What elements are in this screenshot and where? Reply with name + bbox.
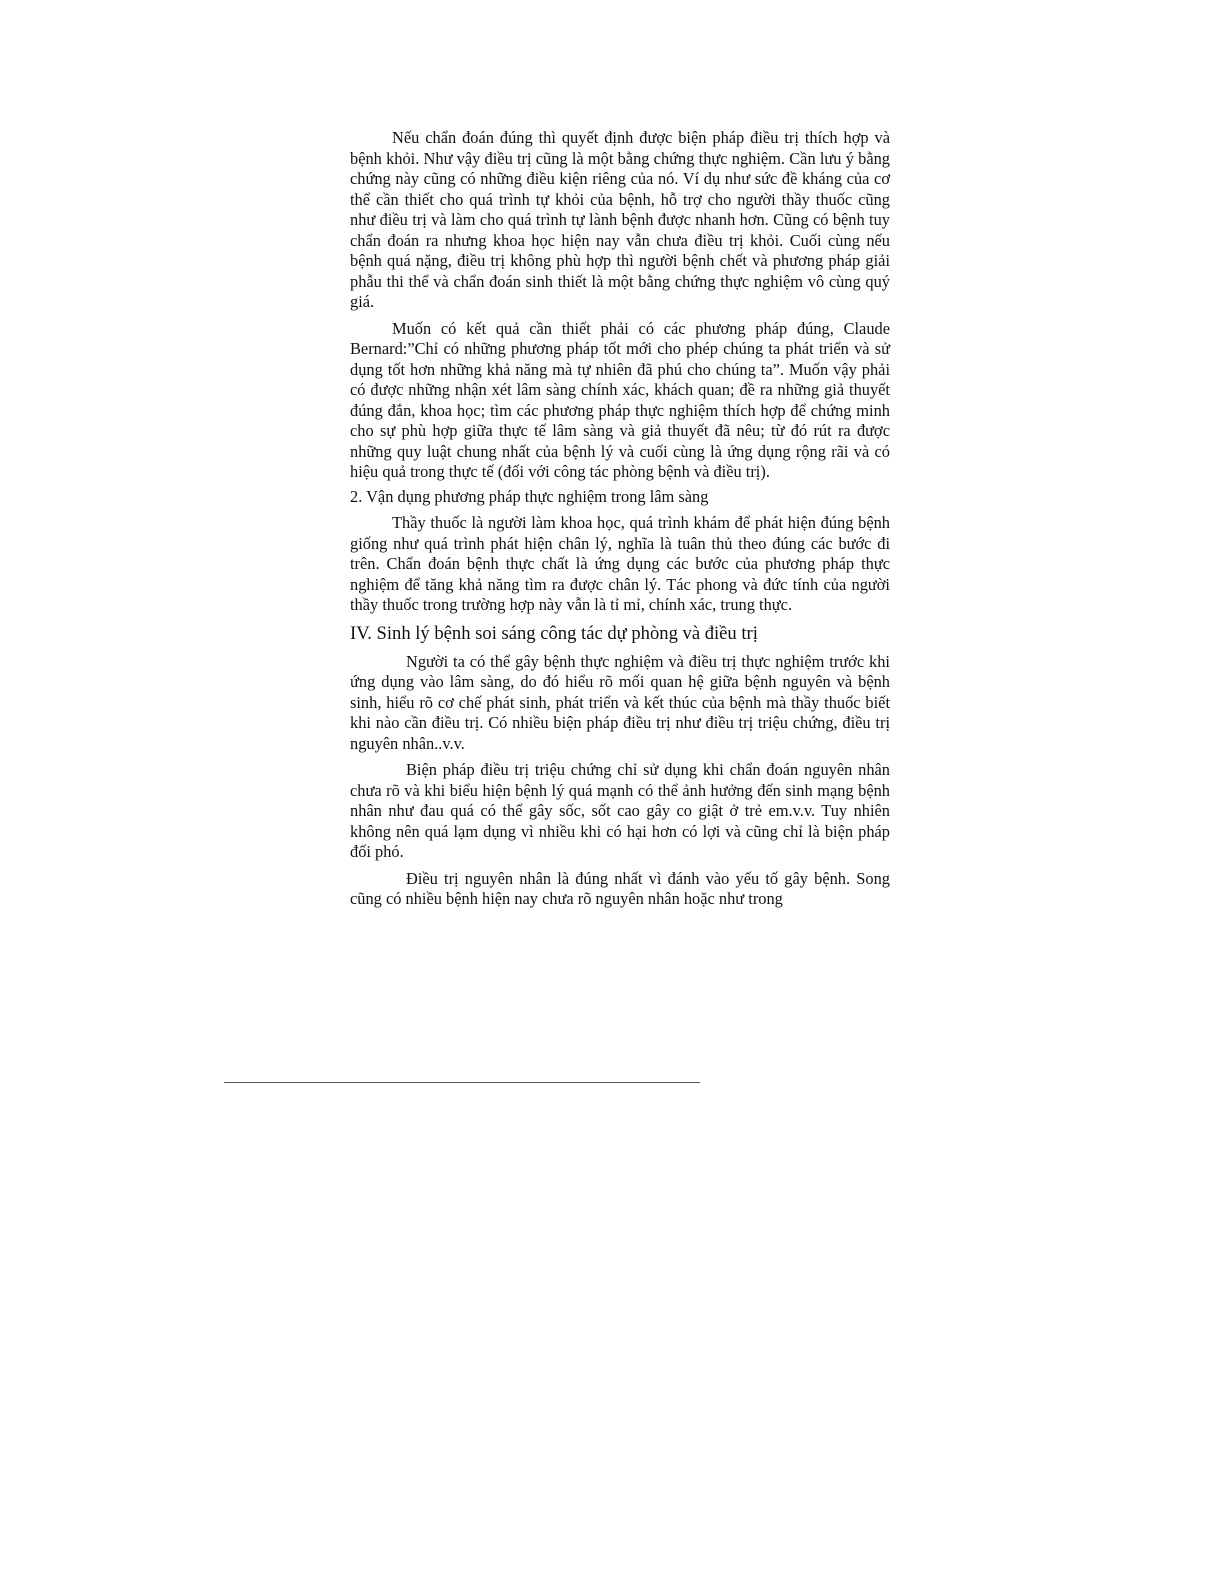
paragraph-treatment-evidence: Nếu chẩn đoán đúng thì quyết định được biện pháp điều trị thích hợp và bệnh khỏi. Như vậy điều trị cũng là một bằng chứng thực nghiệm. Cần lưu ý bằng chứng này cũng có những điều kiện riêng của nó. Ví dụ như sức đề kháng của cơ thể cần thiết cho quá trình tự khỏi của bệnh, hỗ trợ cho người thầy thuốc cũng như điều trị và làm cho quá trình tự lành bệnh được nhanh hơn. Cũng có bệnh tuy chẩn đoán ra nhưng khoa học hiện nay vẫn chưa điều trị khỏi. Cuối cùng nếu bệnh quá nặng, điều trị không phù hợp thì người bệnh chết và phương pháp giải phẫu thi thể và chẩn đoán sinh thiết là một bằng chứng thực nghiệm vô cùng quý giá. xyxy=(350,128,890,311)
section-heading-iv: IV. Sinh lý bệnh soi sáng công tác dự phòng và điều trị xyxy=(350,622,758,644)
paragraph-physician-as-scientist: Thầy thuốc là người làm khoa học, quá trình khám để phát hiện đúng bệnh giống như quá trình phát hiện chân lý, nghĩa là tuân thủ theo đúng các bước đi trên. Chẩn đoán bệnh thực chất là ứng dụng các bước của phương pháp thực nghiệm để tăng khả năng tìm ra được chân lý. Tác phong và đức tính của người thầy thuốc trong trường hợp này vẫn là tỉ mỉ, chính xác, trung thực. xyxy=(350,513,890,614)
paragraph-experimental-treatment: Người ta có thể gây bệnh thực nghiệm và điều trị thực nghiệm trước khi ứng dụng vào lâm sàng, do đó hiểu rõ mối quan hệ giữa bệnh nguyên và bệnh sinh, hiểu rõ cơ chế phát sinh, phát triển và kết thúc của bệnh mà thầy thuốc biết khi nào cần điều trị. Có nhiều biện pháp điều trị như điều trị triệu chứng, điều trị nguyên nhân..v.v. xyxy=(350,651,890,753)
paragraph-claude-bernard: Muốn có kết quả cần thiết phải có các phương pháp đúng, Claude Bernard:”Chỉ có những phương pháp tốt mới cho phép chúng ta phát triển và sử dụng tốt hơn những khả năng mà tự nhiên đã phú cho chúng ta”. Muốn vậy phải có được những nhận xét lâm sàng chính xác, khách quan; đề ra những giả thuyết đúng đắn, khoa học; tìm các phương pháp thực nghiệm thích hợp để chứng minh cho sự phù hợp giữa thực tế lâm sàng và giả thuyết đã nêu; từ đó rút ra được những quy luật chung nhất của bệnh lý và cuối cùng là ứng dụng rộng rãi và có hiệu quả trong thực tế (đối với công tác phòng bệnh và điều trị). xyxy=(350,318,890,481)
paragraph-symptomatic-treatment: Biện pháp điều trị triệu chứng chỉ sử dụng khi chẩn đoán nguyên nhân chưa rõ và khi biểu hiện bệnh lý quá mạnh có thể ảnh hưởng đến sinh mạng bệnh nhân như đau quá có thể gây sốc, sốt cao gây co giật ở trẻ em.v.v. Tuy nhiên không nên quá lạm dụng vì nhiều khi có hại hơn có lợi và cũng chỉ là biện pháp đối phó. xyxy=(350,760,890,861)
body-text xyxy=(350,128,890,910)
subheading-applying-experimental-method: 2. Vận dụng phương pháp thực nghiệm trong lâm sàng xyxy=(350,486,709,506)
paragraph-causal-treatment: Điều trị nguyên nhân là đúng nhất vì đánh vào yếu tố gây bệnh. Song cũng có nhiều bệnh hiện nay chưa rõ nguyên nhân hoặc như trong xyxy=(350,868,890,908)
footnote-separator xyxy=(224,1082,700,1083)
